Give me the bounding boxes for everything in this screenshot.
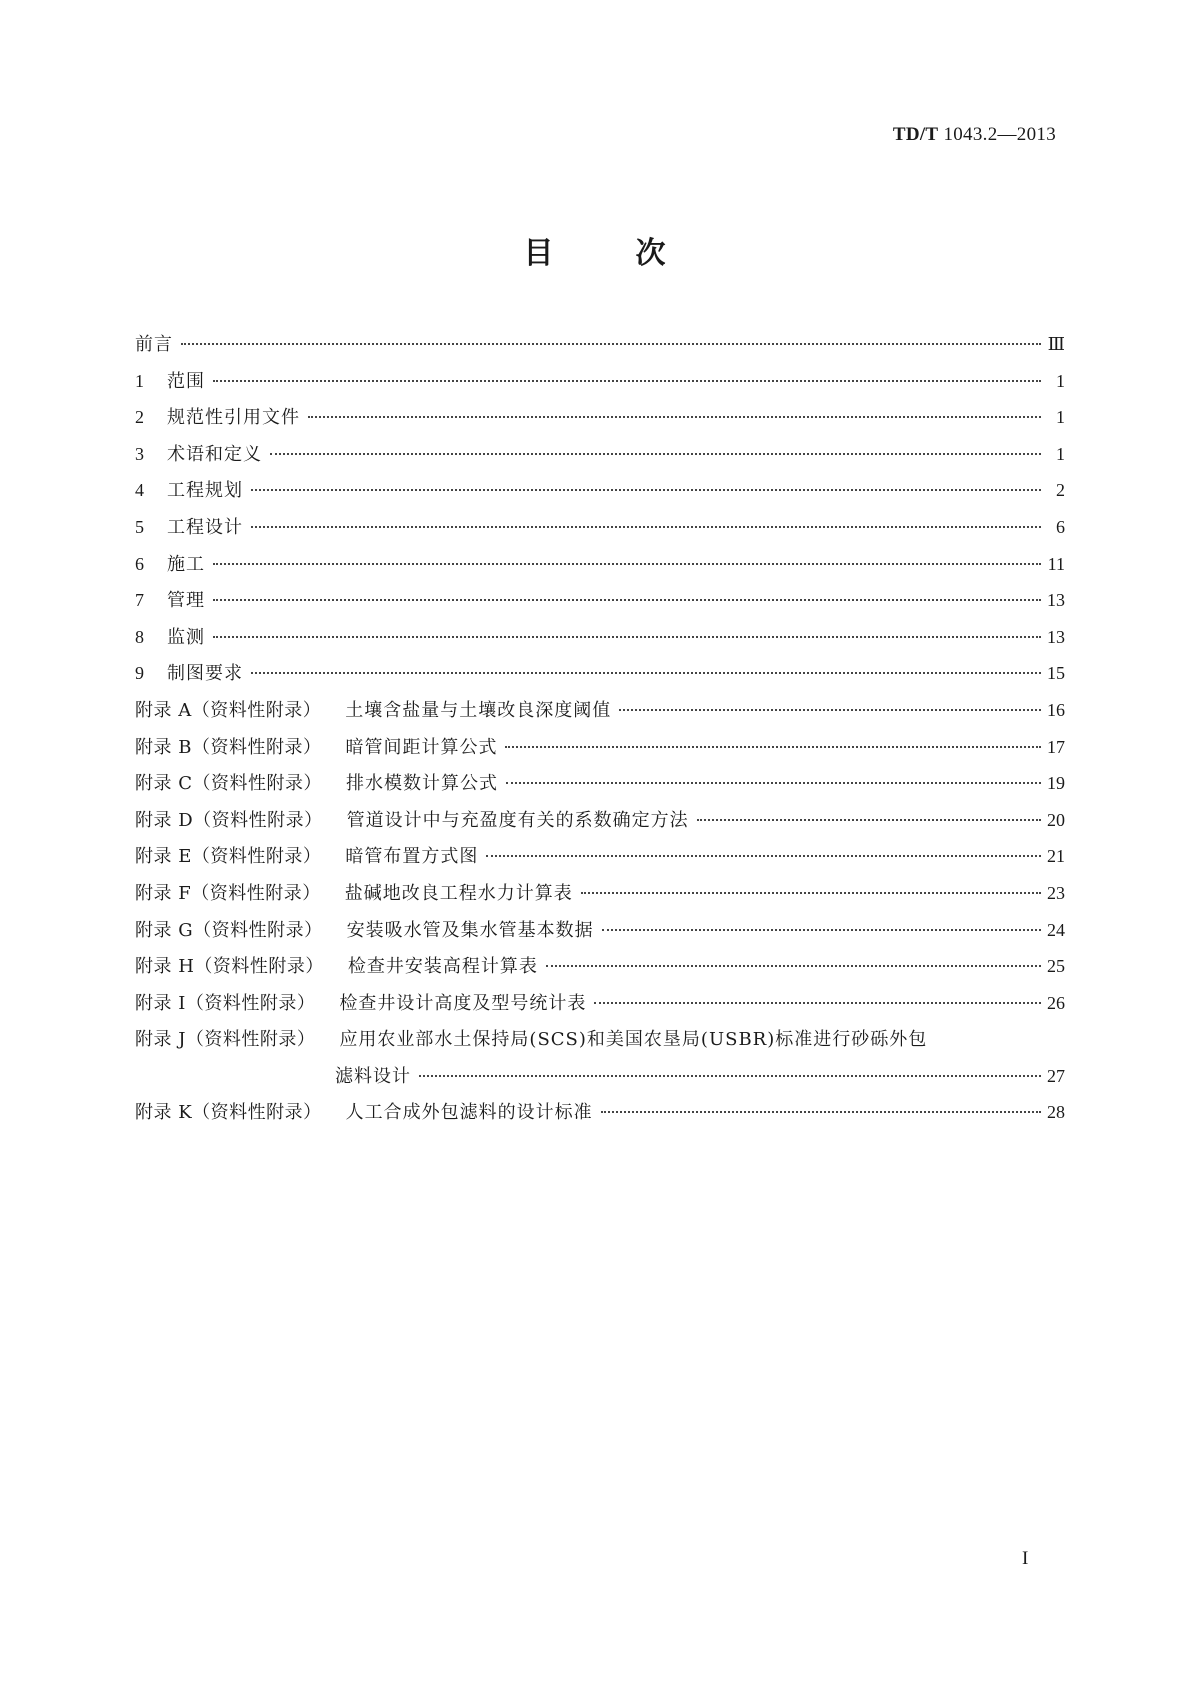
dot-leader [594, 1002, 1041, 1004]
toc-entry-appendix[interactable] [135, 1025, 1065, 1062]
toc-entry-appendix[interactable] [135, 733, 1065, 770]
toc-entry-label: 前言 [135, 334, 173, 355]
toc-entry-appendix[interactable] [135, 989, 1065, 1026]
toc-entry-appendix-continuation[interactable] [135, 1062, 1065, 1099]
appendix-title: 盐碱地改良工程水力计算表 [344, 882, 573, 904]
toc-entry-chapter[interactable] [135, 659, 1065, 696]
toc-entry-page: 21 [1047, 846, 1065, 867]
toc-entry-appendix[interactable] [135, 769, 1065, 806]
appendix-title: 安装吸水管及集水管基本数据 [346, 919, 594, 941]
appendix-label: 附录 D（资料性附录） [135, 809, 323, 831]
toc-entry-chapter[interactable] [135, 623, 1065, 660]
dot-leader [546, 965, 1041, 967]
appendix-label: 附录 C（资料性附录） [135, 773, 322, 795]
toc-entry-label: 范围 [167, 370, 205, 392]
appendix-label: 附录 F（资料性附录） [135, 882, 321, 904]
dot-leader [505, 746, 1041, 748]
appendix-title: 暗管布置方式图 [345, 846, 479, 868]
dot-leader [213, 563, 1041, 565]
dot-leader [213, 599, 1041, 601]
toc-entry-page: 13 [1047, 626, 1065, 647]
toc-entry-page: Ⅲ [1047, 334, 1065, 354]
appendix-title: 排水模数计算公式 [346, 773, 498, 795]
toc-entry-number: 6 [135, 553, 144, 574]
toc-entry-page: 19 [1047, 773, 1065, 794]
toc-entry-number: 1 [135, 370, 144, 391]
toc-entry-number: 5 [135, 516, 144, 537]
toc-entry-label: 制图要求 [167, 663, 243, 685]
toc-entry-page: 23 [1047, 882, 1065, 903]
appendix-label: 附录 B（资料性附录） [135, 736, 322, 758]
toc-entry-appendix[interactable] [135, 842, 1065, 879]
page-title-char-1: 目 [523, 236, 556, 271]
toc-entry-chapter[interactable] [135, 586, 1065, 623]
dot-leader [581, 892, 1041, 894]
appendix-label: 附录 G（资料性附录） [135, 919, 323, 941]
toc-entry-chapter[interactable] [135, 367, 1065, 404]
toc-entry-chapter[interactable] [135, 403, 1065, 440]
appendix-title: 检查井安装高程计算表 [347, 956, 538, 978]
toc-entry-chapter[interactable] [135, 550, 1065, 587]
toc-entry-appendix[interactable] [135, 806, 1065, 843]
toc-entry-page: 1 [1056, 407, 1065, 428]
dot-leader [181, 343, 1041, 345]
page-number: I [1022, 1548, 1029, 1569]
page-title-char-2: 次 [635, 236, 668, 271]
toc-entry-label: 术语和定义 [167, 443, 262, 465]
toc-entry-chapter[interactable] [135, 440, 1065, 477]
appendix-title-continuation: 滤料设计 [335, 1065, 411, 1087]
toc-entry-chapter[interactable] [135, 513, 1065, 550]
toc-entry-page: 17 [1047, 736, 1065, 757]
table-of-contents [135, 330, 1065, 1135]
dot-leader [506, 782, 1041, 784]
toc-entry-appendix[interactable] [135, 879, 1065, 916]
toc-entry-label: 管理 [167, 590, 205, 612]
toc-entry-label: 规范性引用文件 [167, 407, 300, 429]
dot-leader [697, 819, 1041, 821]
toc-entry-number: 4 [135, 480, 144, 501]
dot-leader [602, 929, 1041, 931]
toc-entry-label: 施工 [167, 553, 205, 575]
toc-entry-page: 16 [1047, 699, 1065, 720]
dot-leader [601, 1111, 1041, 1113]
appendix-label: 附录 K（资料性附录） [135, 1102, 322, 1124]
toc-entry-page: 11 [1047, 553, 1065, 574]
toc-entry-page: 1 [1056, 443, 1065, 464]
appendix-label: 附录 E（资料性附录） [135, 846, 322, 868]
appendix-label: 附录 A（资料性附录） [135, 699, 322, 721]
toc-entry-label: 监测 [167, 626, 205, 648]
appendix-label: 附录 J（资料性附录） [135, 1029, 316, 1051]
toc-entry-label: 工程设计 [167, 516, 243, 538]
toc-entry-page: 1 [1056, 370, 1065, 391]
dot-leader [270, 453, 1041, 455]
toc-entry-appendix[interactable] [135, 916, 1065, 953]
appendix-label: 附录 H（资料性附录） [135, 956, 324, 978]
toc-entry-appendix[interactable] [135, 696, 1065, 733]
toc-entry-page: 6 [1056, 516, 1065, 537]
toc-entry-page: 28 [1047, 1102, 1065, 1123]
toc-entry-appendix[interactable] [135, 952, 1065, 989]
toc-entry-number: 8 [135, 626, 144, 647]
toc-entry-number: 2 [135, 407, 144, 428]
toc-entry-preface[interactable] [135, 330, 1065, 367]
standard-code-number: 1043.2—2013 [938, 124, 1056, 145]
dot-leader [213, 380, 1041, 382]
standard-code [893, 124, 1056, 146]
dot-leader [619, 709, 1041, 711]
dot-leader [251, 489, 1041, 491]
toc-entry-chapter[interactable] [135, 476, 1065, 513]
appendix-title: 暗管间距计算公式 [345, 736, 498, 758]
appendix-title: 人工合成外包滤料的设计标准 [345, 1102, 593, 1124]
dot-leader [419, 1075, 1041, 1077]
appendix-label: 附录 I（资料性附录） [135, 992, 316, 1014]
toc-entry-appendix[interactable] [135, 1098, 1065, 1135]
toc-entry-number: 3 [135, 443, 144, 464]
dot-leader [251, 526, 1041, 528]
toc-entry-page: 2 [1056, 480, 1065, 501]
appendix-title: 管道设计中与充盈度有关的系数确定方法 [346, 809, 689, 831]
toc-entry-page: 26 [1047, 992, 1065, 1013]
appendix-title: 土壤含盐量与土壤改良深度阈值 [345, 699, 612, 721]
appendix-title: 检查井设计高度及型号统计表 [339, 992, 587, 1014]
toc-entry-page: 13 [1047, 590, 1065, 611]
page-title [0, 228, 1191, 272]
appendix-title: 应用农业部水土保持局(SCS)和美国农垦局(USBR)标准进行砂砾外包 [339, 1029, 928, 1051]
toc-entry-page: 27 [1047, 1065, 1065, 1086]
toc-entry-number: 7 [135, 590, 144, 611]
toc-entry-page: 24 [1047, 919, 1065, 940]
toc-entry-page: 20 [1047, 809, 1065, 830]
toc-entry-page: 15 [1047, 663, 1065, 684]
toc-entry-label: 工程规划 [167, 480, 243, 502]
dot-leader [486, 855, 1041, 857]
dot-leader [213, 636, 1041, 638]
toc-entry-number: 9 [135, 663, 144, 684]
standard-code-prefix: TD/T [892, 124, 939, 145]
toc-entry-page: 25 [1047, 956, 1065, 977]
dot-leader [308, 416, 1041, 418]
dot-leader [251, 672, 1041, 674]
